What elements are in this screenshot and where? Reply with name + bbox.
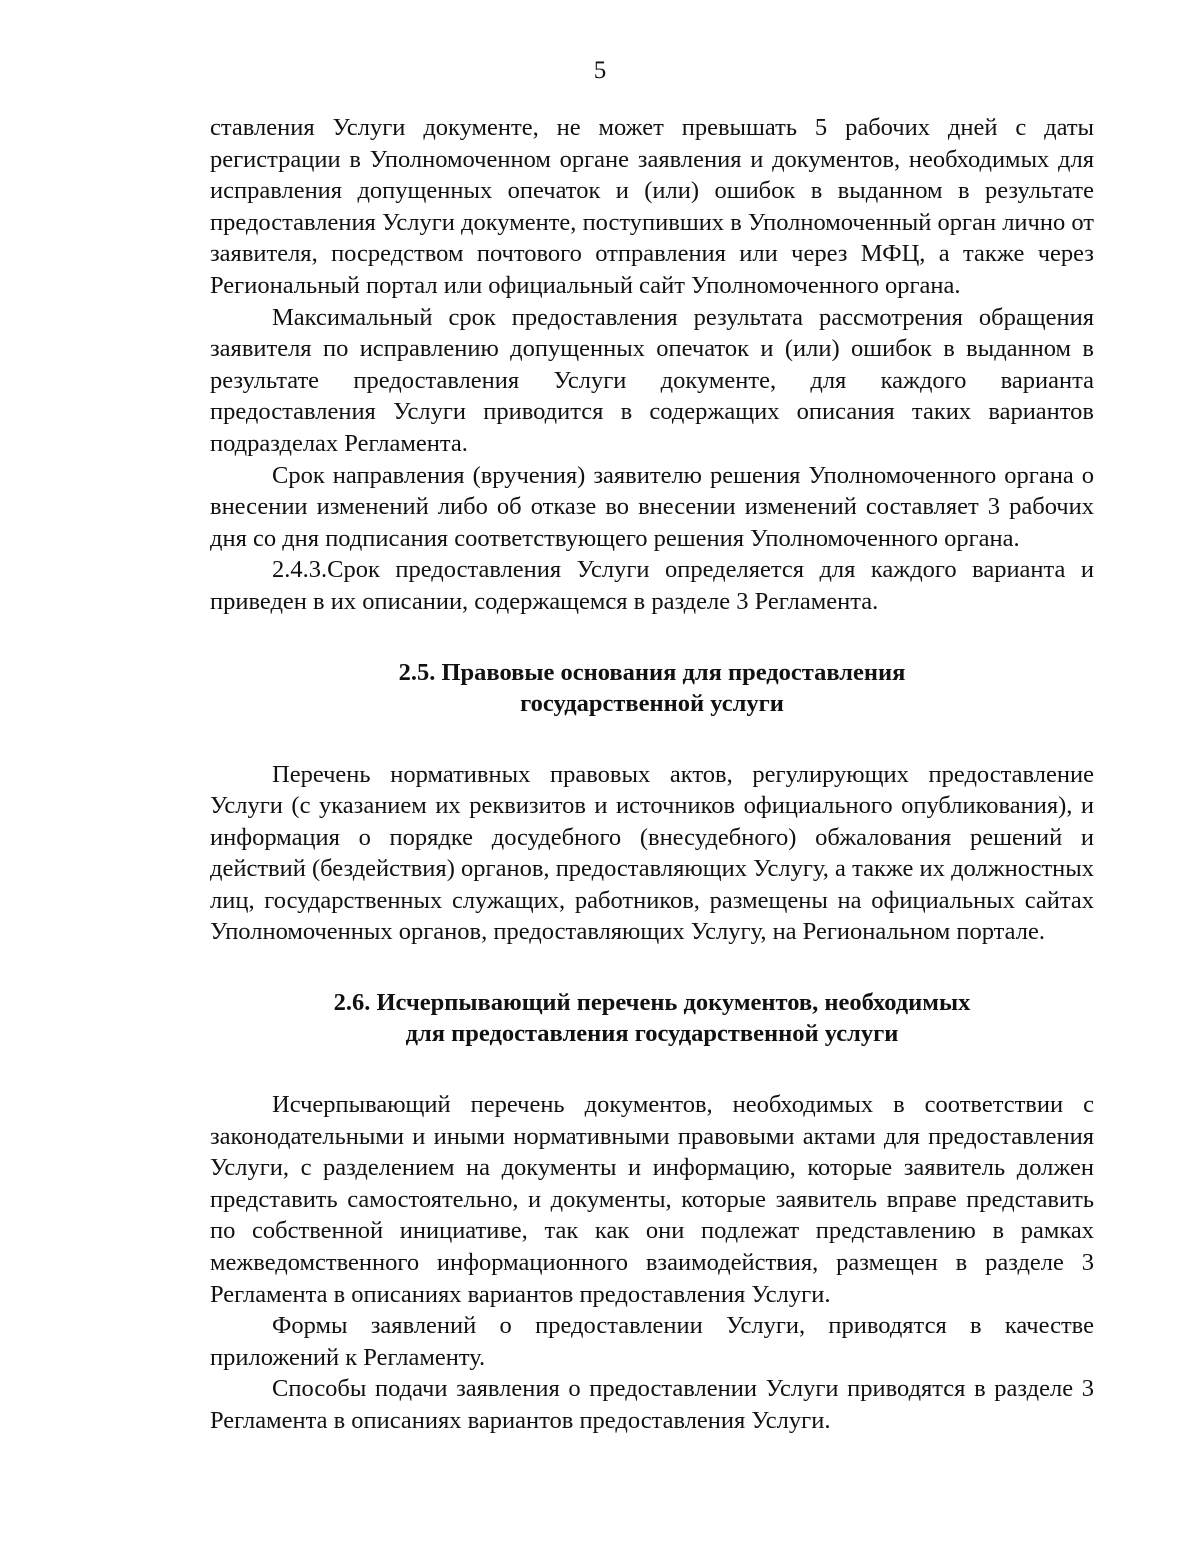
paragraph-legal-acts: Перечень нормативных правовых актов, регулирующих предоставление Услуги (с указанием их реквизитов и источников официального опубликования), и информация о порядке досудебного (внесудебного) обжалования решений и действий (бездействия) органов, предоставляющих Услугу, а также их должностных лиц, государственных служащих, работников, размещены на официальных сайтах Уполномоченных органов, предоставляющих Услугу, на Региональном портале. — [210, 760, 1094, 946]
section-heading-2-5-line2: государственной услуги — [520, 689, 784, 717]
section-heading-2-6-line2: для предоставления государственной услуги — [405, 1020, 899, 1048]
paragraph-continuation: ставления Услуги документе, не может превышать 5 рабочих дней с даты регистрации в Уполномоченном органе заявления и документов, необходимых для исправления допущенных опечаток и (или) ошибок в выданном в результате предоставления Услуги документе, поступивших в Уполномоченный орган лично от заявителя, посредством почтового отправления или через МФЦ, а также через Региональный портал или официальный сайт Уполномоченного органа. — [210, 114, 1094, 299]
paragraph-application-forms: Формы заявлений о предоставлении Услуги, приводятся в качестве приложений к Регламенту. — [210, 1312, 1094, 1371]
page-number: 5 — [593, 57, 607, 84]
paragraph-documents-list: Исчерпывающий перечень документов, необходимых в соответствии с законодательными и иными нормативными правовыми актами для предоставления Услуги, с разделением на документы и информацию, которые заявитель должен представить самостоятельно, и документы, которые заявитель вправе представить по собственной инициативе, так как они подлежат представлению в рамках межведомственного информационного взаимодействия, размещен в разделе 3 Регламента в описаниях вариантов предоставления Услуги. — [210, 1091, 1094, 1308]
page-content — [210, 112, 1094, 1437]
section-heading-2-5-line1: 2.5. Правовые основания для предоставления — [398, 658, 906, 686]
paragraph-max-term: Максимальный срок предоставления результата рассмотрения обращения заявителя по исправлению допущенных опечаток и (или) ошибок в выданном в результате предоставления Услуги документе, для каждого варианта предоставления Услуги приводится в содержащих описания таких вариантов подразделах Регламента. — [210, 303, 1094, 457]
paragraph-submission-methods: Способы подачи заявления о предоставлении Услуги приводятся в разделе 3 Регламента в описаниях вариантов предоставления Услуги. — [210, 1375, 1094, 1434]
paragraph-delivery-term: Срок направления (вручения) заявителю решения Уполномоченного органа о внесении изменений либо об отказе во внесении изменений составляет 3 рабочих дня со дня подписания соответствующего решения Уполномоченного органа. — [210, 461, 1094, 552]
paragraph-2-4-3: 2.4.3.Срок предоставления Услуги определяется для каждого варианта и приведен в их описании, содержащемся в разделе 3 Регламента. — [210, 556, 1094, 615]
section-heading-2-6-line1: 2.6. Исчерпывающий перечень документов, необходимых — [333, 989, 971, 1017]
section-heading-2-6 — [210, 987, 1094, 1049]
section-heading-2-5 — [210, 657, 1094, 719]
